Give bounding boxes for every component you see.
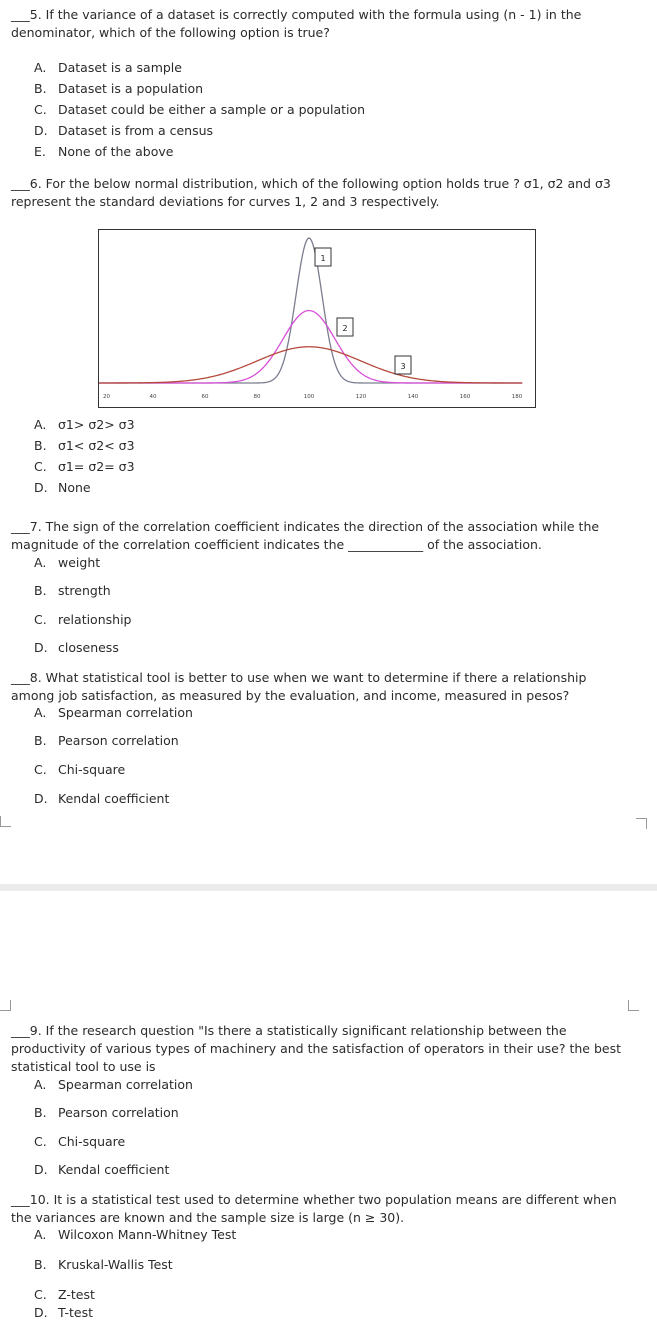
x-tick-label: 60 — [201, 394, 209, 400]
q5-option-d: D. Dataset is from a census — [34, 123, 214, 138]
curve-3 — [99, 347, 522, 383]
q5-option-b: B. Dataset is a population — [34, 81, 204, 96]
svg-text:1: 1 — [320, 254, 326, 263]
q10-option-c: C. Z-test — [34, 1287, 95, 1302]
q6-option-b: B. σ1< σ2< σ3 — [34, 438, 135, 453]
q5-option-c: C. Dataset could be either a sample or a population — [34, 102, 366, 117]
question-9-text: ___9. If the research question "Is there a statistically significant relationship between the productivity of various types of machinery and the satisfaction of operators in their use? the best statistical tool to use is — [11, 1023, 621, 1074]
curve-label-3 — [395, 356, 411, 374]
x-tick-label: 20 — [103, 394, 110, 400]
x-tick-label: 140 — [407, 394, 419, 400]
x-tick-label: 120 — [355, 394, 367, 400]
question-10-text: ___10. It is a statistical test used to determine whether two population means are different when the variances are known and the sample size is large (n ≥ 30). — [11, 1192, 617, 1225]
q10-option-d: D. T-test — [34, 1305, 94, 1320]
q8-option-d: D. Kendal coefficient — [34, 791, 170, 806]
q6-option-a: A. σ1> σ2> σ3 — [34, 417, 135, 432]
curve-label-1 — [315, 248, 331, 266]
q8-option-c: C. Chi-square — [34, 762, 126, 777]
x-tick-label: 80 — [253, 394, 261, 400]
q6-option-d: D. None — [34, 480, 91, 495]
svg-text:3: 3 — [400, 362, 406, 371]
q8-option-a: A. Spearman correlation — [34, 705, 193, 720]
question-6-text: ___6. For the below normal distribution, which of the following option holds true ? σ1, σ2 and σ3 represent the standard deviations for curves 1, 2 and 3 respectively. — [11, 176, 611, 209]
q9-option-a: A. Spearman correlation — [34, 1077, 193, 1092]
page-corner-mark — [0, 1000, 11, 1011]
curve-label-2 — [337, 318, 353, 336]
svg-text:2: 2 — [342, 324, 348, 333]
q9-option-b: B. Pearson correlation — [34, 1105, 179, 1120]
question-7-text: ___7. The sign of the correlation coefficient indicates the direction of the association while the magnitude of the correlation coefficient indicates the ____________ of the association. — [11, 519, 600, 552]
q5-option-a: A. Dataset is a sample — [34, 60, 182, 75]
chart-svg — [99, 230, 535, 407]
q6-option-c: C. σ1= σ2= σ3 — [34, 459, 135, 474]
q9-option-c: C. Chi-square — [34, 1134, 126, 1149]
q7-option-b: B. strength — [34, 583, 111, 598]
q10-option-a: A. Wilcoxon Mann-Whitney Test — [34, 1227, 237, 1242]
page-corner-mark — [636, 818, 647, 829]
normal-distribution-chart — [98, 229, 536, 408]
page-corner-mark — [0, 816, 11, 827]
q5-option-e: E. None of the above — [34, 144, 174, 159]
x-tick-label: 160 — [459, 394, 471, 400]
q9-option-d: D. Kendal coefficient — [34, 1162, 170, 1177]
question-5-text: ___5. If the variance of a dataset is correctly computed with the formula using (n - 1) in the denominator, which of the following option is true? — [11, 7, 582, 40]
q8-option-b: B. Pearson correlation — [34, 733, 179, 748]
q10-option-b: B. Kruskal-Wallis Test — [34, 1257, 173, 1272]
x-tick-label: 180 — [511, 394, 523, 400]
question-8-text: ___8. What statistical tool is better to use when we want to determine if there a relationship among job satisfaction, as measured by the evaluation, and income, measured in pesos? — [11, 670, 587, 703]
q7-option-c: C. relationship — [34, 612, 132, 627]
page-corner-mark — [628, 1000, 639, 1011]
q7-option-a: A. weight — [34, 555, 101, 570]
x-tick-label: 100 — [303, 394, 315, 400]
x-tick-label: 40 — [149, 394, 157, 400]
page-separator — [0, 884, 657, 891]
q7-option-d: D. closeness — [34, 640, 119, 655]
